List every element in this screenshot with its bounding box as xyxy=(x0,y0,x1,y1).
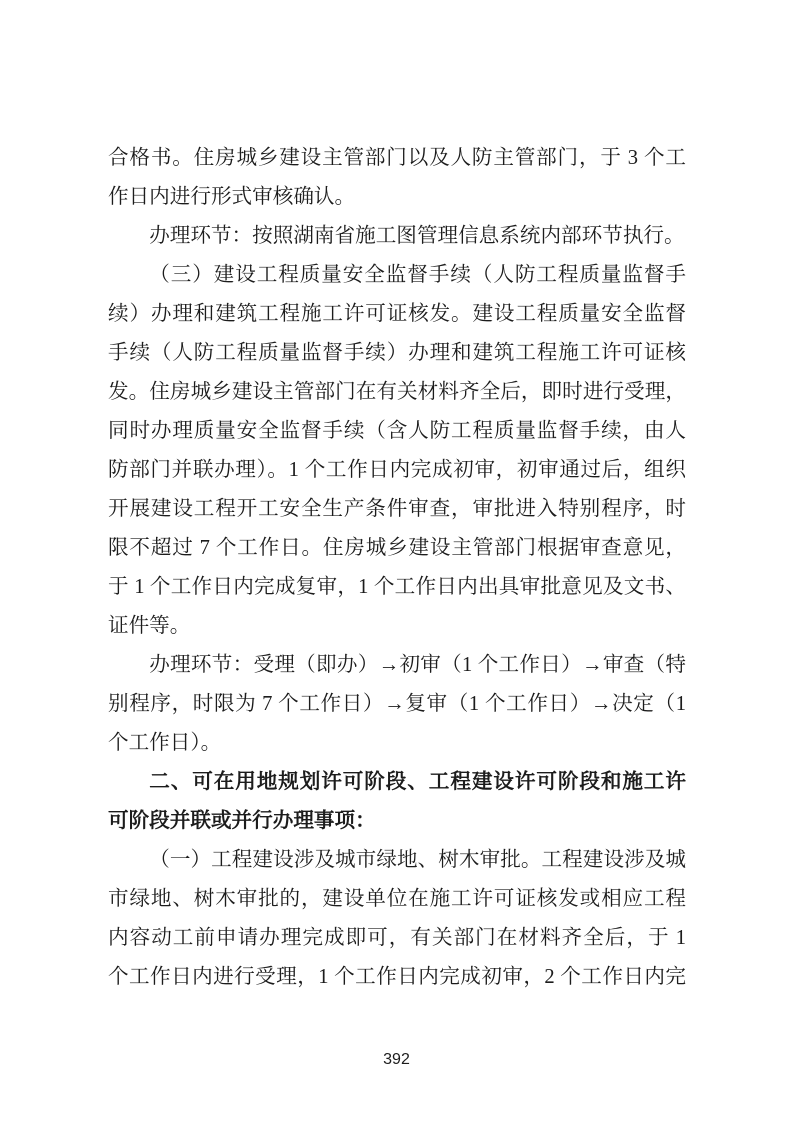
text-line: 证件等。 xyxy=(108,615,191,637)
heading-line: 二、可在用地规划许可阶段、工程建设许可阶段和施工许 xyxy=(149,771,686,793)
text-line: 个工作日内进行受理，1 个工作日内完成初审，2 个工作日内完 xyxy=(108,966,686,988)
document-body xyxy=(108,139,686,997)
text-line: 合格书。住房城乡建设主管部门以及人防主管部门，于 3 个工 xyxy=(108,147,686,169)
section-heading-2 xyxy=(108,763,686,841)
text-line: 发。住房城乡建设主管部门在有关材料齐全后，即时进行受理， xyxy=(108,381,686,403)
text-line: 市绿地、树木审批的，建设单位在施工许可证核发或相应工程 xyxy=(108,888,686,910)
text-line: 开展建设工程开工安全生产条件审查，审批进入特别程序，时 xyxy=(108,498,686,520)
text-line: 个工作日）。 xyxy=(108,732,222,754)
text-line: 续）办理和建筑工程施工许可证核发。建设工程质量安全监督 xyxy=(108,303,686,325)
text-line: （一）工程建设涉及城市绿地、树木审批。工程建设涉及城 xyxy=(149,849,686,871)
text-line: 于 1 个工作日内完成复审，1 个工作日内出具审批意见及文书、 xyxy=(108,576,686,598)
text-line: 手续（人防工程质量监督手续）办理和建筑工程施工许可证核 xyxy=(108,342,686,364)
text-line: 别程序，时限为 7 个工作日）→复审（1 个工作日）→决定（1 xyxy=(108,693,686,715)
text-line: 防部门并联办理）。1 个工作日内完成初审，初审通过后，组织 xyxy=(108,459,686,481)
text-line: 限不超过 7 个工作日。住房城乡建设主管部门根据审查意见， xyxy=(108,537,686,559)
text-line: 内容动工前申请办理完成即可，有关部门在材料齐全后，于 1 xyxy=(108,927,686,949)
text-line: 同时办理质量安全监督手续（含人防工程质量监督手续，由人 xyxy=(108,420,686,442)
paragraph-procedure-steps xyxy=(108,646,686,763)
text-line: 作日内进行形式审核确认。 xyxy=(108,186,356,208)
heading-line: 可阶段并联或并行办理事项： xyxy=(108,810,376,832)
text-line: 办理环节：按照湖南省施工图管理信息系统内部环节执行。 xyxy=(149,225,685,247)
paragraph-procedure-steps xyxy=(108,217,686,256)
paragraph-item-3 xyxy=(108,256,686,646)
paragraph-item-1 xyxy=(108,841,686,997)
page-number: 392 xyxy=(383,1051,410,1068)
text-line: 办理环节：受理（即办）→初审（1 个工作日）→审查（特 xyxy=(149,654,686,676)
paragraph-continuation xyxy=(108,139,686,217)
text-line: （三）建设工程质量安全监督手续（人防工程质量监督手 xyxy=(149,264,686,286)
